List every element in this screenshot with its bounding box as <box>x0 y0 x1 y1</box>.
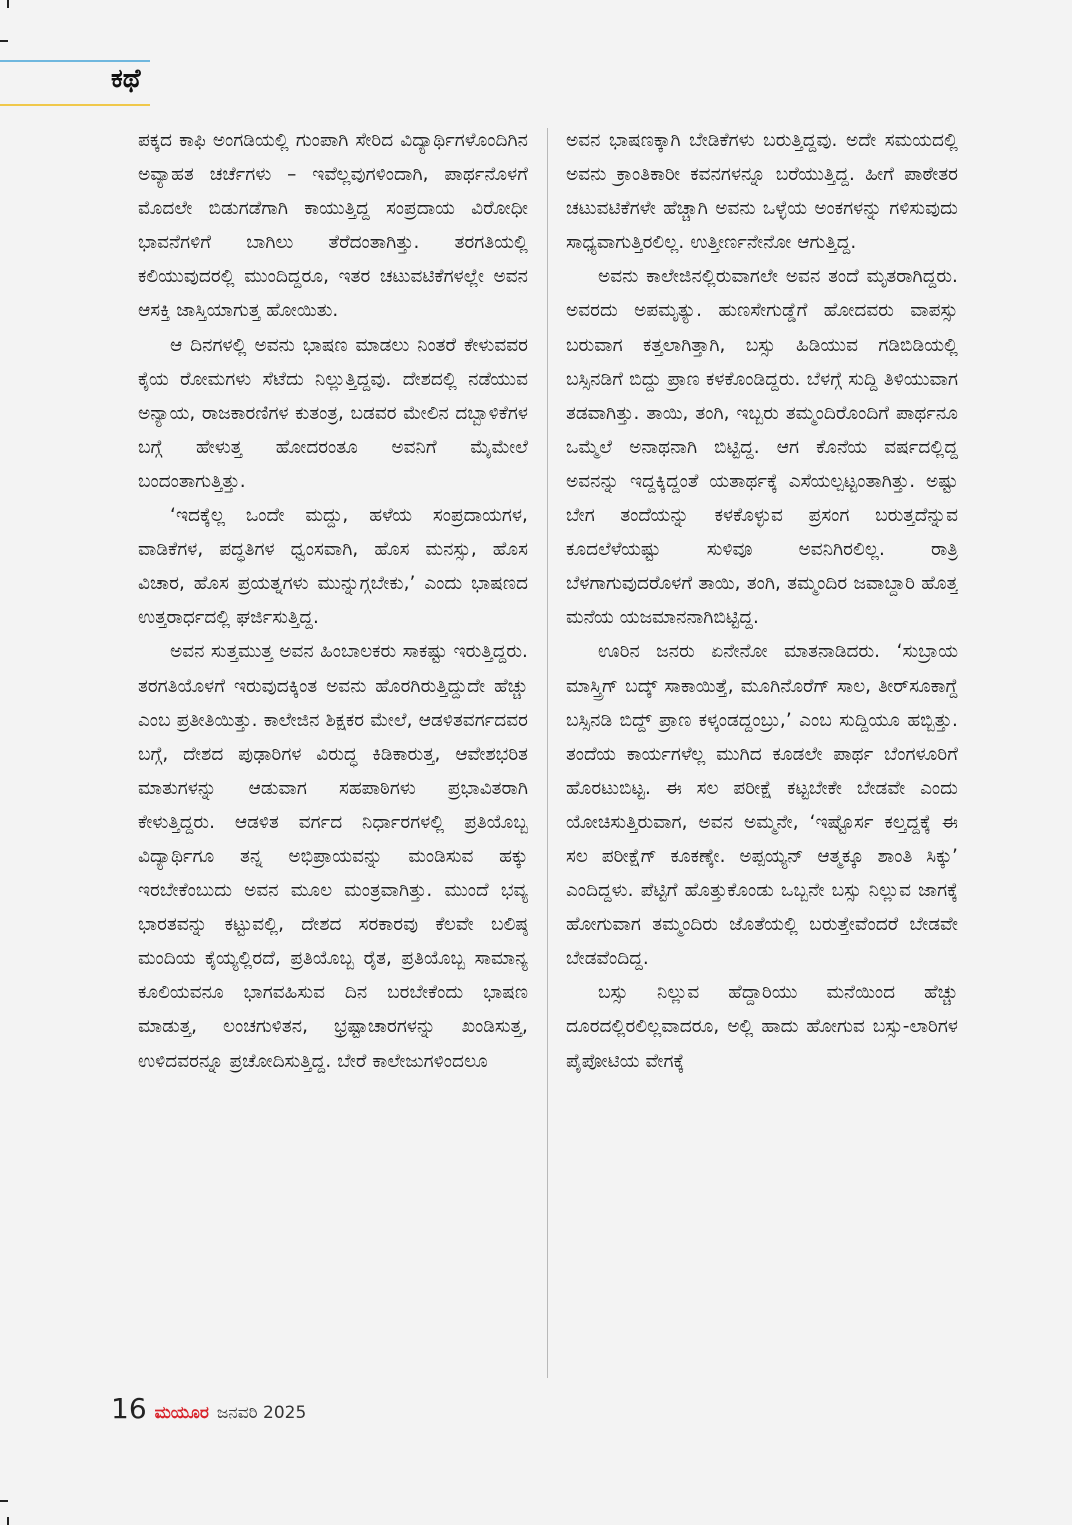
paragraph: ಅವನ ಭಾಷಣಕ್ಕಾಗಿ ಬೇಡಿಕೆಗಳು ಬರುತ್ತಿದ್ದವು. ಅದೇ ಸಮಯದಲ್ಲಿ ಅವನು ಕ್ರಾಂತಿಕಾರೀ ಕವನಗಳನ್ನೂ ಬರೆಯುತ್ತಿದ್ದ. ಹೀಗೆ ಪಾಠೇತರ ಚಟುವಟಿಕೆಗಳೇ ಹೆಚ್ಚಾಗಿ ಅವನು ಒಳ್ಳೆಯ ಅಂಕಗಳನ್ನು ಗಳಿಸುವುದು ಸಾಧ್ಯವಾಗುತ್ತಿರಲಿಲ್ಲ. ಉತ್ತೀರ್ಣನೇನೋ ಆಗುತ್ತಿದ್ದ. <box>566 130 958 254</box>
page-footer <box>111 1392 306 1428</box>
paragraph: ಬಸ್ಸು ನಿಲ್ಲುವ ಹೆದ್ದಾರಿಯು ಮನೆಯಿಂದ ಹೆಚ್ಚು ದೂರದಲ್ಲಿರಲಿಲ್ಲವಾದರೂ, ಅಲ್ಲಿ ಹಾದು ಹೋಗುವ ಬಸ್ಸು-ಲಾರಿಗಳ ಪೈಪೋಟಿಯ ವೇಗಕ್ಕೆ <box>566 982 958 1072</box>
section-title: ಕಥೆ <box>111 64 141 94</box>
paragraph: ಅವನು ಕಾಲೇಜಿನಲ್ಲಿರುವಾಗಲೇ ಅವನ ತಂದೆ ಮೃತರಾಗಿದ್ದರು. ಅವರದು ಅಪಮೃತ್ಯು. ಹುಣಸೇಗುಡ್ಡೆಗೆ ಹೋದವರು ವಾಪಸ್ಸು ಬರುವಾಗ ಕತ್ತಲಾಗಿತ್ತಾಗಿ, ಬಸ್ಸು ಹಿಡಿಯುವ ಗಡಿಬಿಡಿಯಲ್ಲಿ ಬಸ್ಸಿನಡಿಗೆ ಬಿದ್ದು ಪ್ರಾಣ ಕಳಕೊಂಡಿದ್ದರು. ಬೆಳಗ್ಗೆ ಸುದ್ದಿ ತಿಳಿಯುವಾಗ ತಡವಾಗಿತ್ತು. ತಾಯಿ, ತಂಗಿ, ಇಬ್ಬರು ತಮ್ಮಂದಿರೊಂದಿಗೆ ಪಾರ್ಥನೂ ಒಮ್ಮೆಲೆ ಅನಾಥನಾಗಿ ಬಿಟ್ಟಿದ್ದ. ಆಗ ಕೊನೆಯ ವರ್ಷದಲ್ಲಿದ್ದ ಅವನನ್ನು ಇದ್ದಕ್ಕಿದ್ದಂತೆ ಯತಾರ್ಥಕ್ಕೆ ಎಸೆಯಲ್ಪಟ್ಟಂತಾಗಿತ್ತು. ಅಷ್ಟು ಬೇಗ ತಂದೆಯನ್ನು ಕಳಕೊಳ್ಳುವ ಪ್ರಸಂಗ ಬರುತ್ತದೆನ್ನುವ ಕೂದಲೆಳೆಯಷ್ಟು ಸುಳಿವೂ ಅವನಿಗಿರಲಿಲ್ಲ. ರಾತ್ರಿ ಬೆಳಗಾಗುವುದರೊಳಗೆ ತಾಯಿ, ತಂಗಿ, ತಮ್ಮಂದಿರ ಜವಾಬ್ದಾರಿ ಹೊತ್ತ ಮನೆಯ ಯಜಮಾನನಾಗಿಬಿಟ್ಟಿದ್ದ. <box>566 266 958 629</box>
magazine-logo: ಮಯೂರ <box>154 1403 209 1423</box>
page-number: 16 <box>111 1392 147 1425</box>
paragraph: ಆ ದಿನಗಳಲ್ಲಿ ಅವನು ಭಾಷಣ ಮಾಡಲು ನಿಂತರೆ ಕೇಳುವವರ ಕೈಯ ರೋಮಗಳು ಸೆಟೆದು ನಿಲ್ಲುತ್ತಿದ್ದವು. ದೇಶದಲ್ಲಿ ನಡೆಯುವ ಅನ್ಯಾಯ, ರಾಜಕಾರಣಿಗಳ ಕುತಂತ್ರ, ಬಡವರ ಮೇಲಿನ ದಬ್ಬಾಳಿಕೆಗಳ ಬಗ್ಗೆ ಹೇಳುತ್ತ ಹೋದರಂತೂ ಅವನಿಗೆ ಮೈಮೇಲೆ ಬಂದಂತಾಗುತ್ತಿತ್ತು. <box>138 334 528 492</box>
header-blue-line <box>0 60 150 62</box>
column-divider <box>547 128 548 1378</box>
paragraph: ಅವನ ಸುತ್ತಮುತ್ತ ಅವನ ಹಿಂಬಾಲಕರು ಸಾಕಷ್ಟು ಇರುತ್ತಿದ್ದರು. ತರಗತಿಯೊಳಗೆ ಇರುವುದಕ್ಕಿಂತ ಅವನು ಹೊರಗಿರುತ್ತಿದ್ದುದೇ ಹೆಚ್ಚು ಎಂಬ ಪ್ರತೀತಿಯಿತ್ತು. ಕಾಲೇಜಿನ ಶಿಕ್ಷಕರ ಮೇಲೆ, ಆಡಳಿತವರ್ಗದವರ ಬಗ್ಗೆ, ದೇಶದ ಪುಢಾರಿಗಳ ವಿರುದ್ಧ ಕಿಡಿಕಾರುತ್ತ, ಆವೇಶಭರಿತ ಮಾತುಗಳನ್ನು ಆಡುವಾಗ ಸಹಪಾಠಿಗಳು ಪ್ರಭಾವಿತರಾಗಿ ಕೇಳುತ್ತಿದ್ದರು. ಆಡಳಿತ ವರ್ಗದ ನಿರ್ಧಾರಗಳಲ್ಲಿ ಪ್ರತಿಯೊಬ್ಬ ವಿದ್ಯಾರ್ಥಿಗೂ ತನ್ನ ಅಭಿಪ್ರಾಯವನ್ನು ಮಂಡಿಸುವ ಹಕ್ಕು ಇರಬೇಕೆಂಬುದು ಅವನ ಮೂಲ ಮಂತ್ರವಾಗಿತ್ತು. ಮುಂದೆ ಭವ್ಯ ಭಾರತವನ್ನು ಕಟ್ಟುವಲ್ಲಿ, ದೇಶದ ಸರಕಾರವು ಕೆಲವೇ ಬಲಿಷ್ಠ ಮಂದಿಯ ಕೈಯ್ಯಲ್ಲಿರದೆ, ಪ್ರತಿಯೊಬ್ಬ ರೈತ, ಪ್ರತಿಯೊಬ್ಬ ಸಾಮಾನ್ಯ ಕೂಲಿಯವನೂ ಭಾಗವಹಿಸುವ ದಿನ ಬರಬೇಕೆಂದು ಭಾಷಣ ಮಾಡುತ್ತ, ಲಂಚಗುಳಿತನ, ಭ್ರಷ್ಟಾಚಾರಗಳನ್ನು ಖಂಡಿಸುತ್ತ, ಉಳಿದವರನ್ನೂ ಪ್ರಚೋದಿಸುತ್ತಿದ್ದ. ಬೇರೆ ಕಾಲೇಜುಗಳಿಂದಲೂ <box>138 641 528 1072</box>
paragraph: ಪಕ್ಕದ ಕಾಫಿ ಅಂಗಡಿಯಲ್ಲಿ ಗುಂಪಾಗಿ ಸೇರಿದ ವಿದ್ಯಾರ್ಥಿಗಳೊಂದಿಗಿನ ಅವ್ಯಾಹತ ಚರ್ಚೆಗಳು – ಇವೆಲ್ಲವುಗಳಿಂದಾಗಿ, ಪಾರ್ಥನೊಳಗೆ ಮೊದಲೇ ಬಿಡುಗಡೆಗಾಗಿ ಕಾಯುತ್ತಿದ್ದ ಸಂಪ್ರದಾಯ ವಿರೋಧೀ ಭಾವನೆಗಳಿಗೆ ಬಾಗಿಲು ತೆರೆದಂತಾಗಿತ್ತು. ತರಗತಿಯಲ್ಲಿ ಕಲಿಯುವುದರಲ್ಲಿ ಮುಂದಿದ್ದರೂ, ಇತರ ಚಟುವಟಿಕೆಗಳಲ್ಲೇ ಅವನ ಆಸಕ್ತಿ ಜಾಸ್ತಿಯಾಗುತ್ತ ಹೋಯಿತು. <box>138 130 528 322</box>
crop-mark-bottom-left <box>7 1517 9 1525</box>
crop-mark-left-lower <box>0 1500 8 1502</box>
paragraph: ಊರಿನ ಜನರು ಏನೇನೋ ಮಾತನಾಡಿದರು. ‘ಸುಬ್ರಾಯ ಮಾಸ್ತ್ರಿಗ್ ಬದ್ಕ್ ಸಾಕಾಯಿತ್ತೆ, ಮೂಗಿನೊರೆಗ್ ಸಾಲ, ತೀರ್‌ಸೂಕಾಗ್ದೆ ಬಸ್ಸಿನಡಿ ಬಿದ್ದ್ ಪ್ರಾಣ ಕಳ್ಕಂಡದ್ದಂಬ್ರು,’ ಎಂಬ ಸುದ್ದಿಯೂ ಹಬ್ಬಿತ್ತು. ತಂದೆಯ ಕಾರ್ಯಗಳೆಲ್ಲ ಮುಗಿದ ಕೂಡಲೇ ಪಾರ್ಥ ಬೆಂಗಳೂರಿಗೆ ಹೊರಟುಬಿಟ್ಟ. ಈ ಸಲ ಪರೀಕ್ಷೆ ಕಟ್ಟಬೇಕೇ ಬೇಡವೇ ಎಂದು ಯೋಚಿಸುತ್ತಿರುವಾಗ, ಅವನ ಅಮ್ಮನೇ, ‘ಇಷ್ಟೊರ್ಸ ಕಲ್ತದ್ದಕ್ಕೆ ಈ ಸಲ ಪರೀಕ್ಷೆಗ್ ಕೂಕಣ್ಕೇ. ಅಪ್ಪಯ್ಯನ್ ಆತ್ಮಕ್ಕೂ ಶಾಂತಿ ಸಿಕ್ಕು’ ಎಂದಿದ್ದಳು. ಪೆಟ್ಟಿಗೆ ಹೊತ್ತುಕೊಂಡು ಒಬ್ಬನೇ ಬಸ್ಸು ನಿಲ್ಲುವ ಜಾಗಕ್ಕೆ ಹೋಗುವಾಗ ತಮ್ಮಂದಿರು ಜೊತೆಯಲ್ಲಿ ಬರುತ್ತೇವೆಂದರೆ ಬೇಡವೇ ಬೇಡವೆಂದಿದ್ದ. <box>566 641 958 970</box>
paragraph: ‘ಇದಕ್ಕೆಲ್ಲ ಒಂದೇ ಮದ್ದು, ಹಳೆಯ ಸಂಪ್ರದಾಯಗಳ, ವಾಡಿಕೆಗಳ, ಪದ್ಧತಿಗಳ ಧ್ವಂಸವಾಗಿ, ಹೊಸ ಮನಸ್ಸು, ಹೊಸ ವಿಚಾರ, ಹೊಸ ಪ್ರಯತ್ನಗಳು ಮುನ್ನುಗ್ಗಬೇಕು,’ ಎಂದು ಭಾಷಣದ ಉತ್ತರಾರ್ಧದಲ್ಲಿ ಘರ್ಜಿಸುತ್ತಿದ್ದ. <box>138 505 528 629</box>
crop-mark-top-left <box>7 0 9 8</box>
header-yellow-line <box>0 104 150 106</box>
left-column <box>138 124 528 1386</box>
crop-mark-left-upper <box>0 40 8 42</box>
issue-date: ಜನವರಿ 2025 <box>216 1403 307 1423</box>
right-column <box>566 124 958 1386</box>
